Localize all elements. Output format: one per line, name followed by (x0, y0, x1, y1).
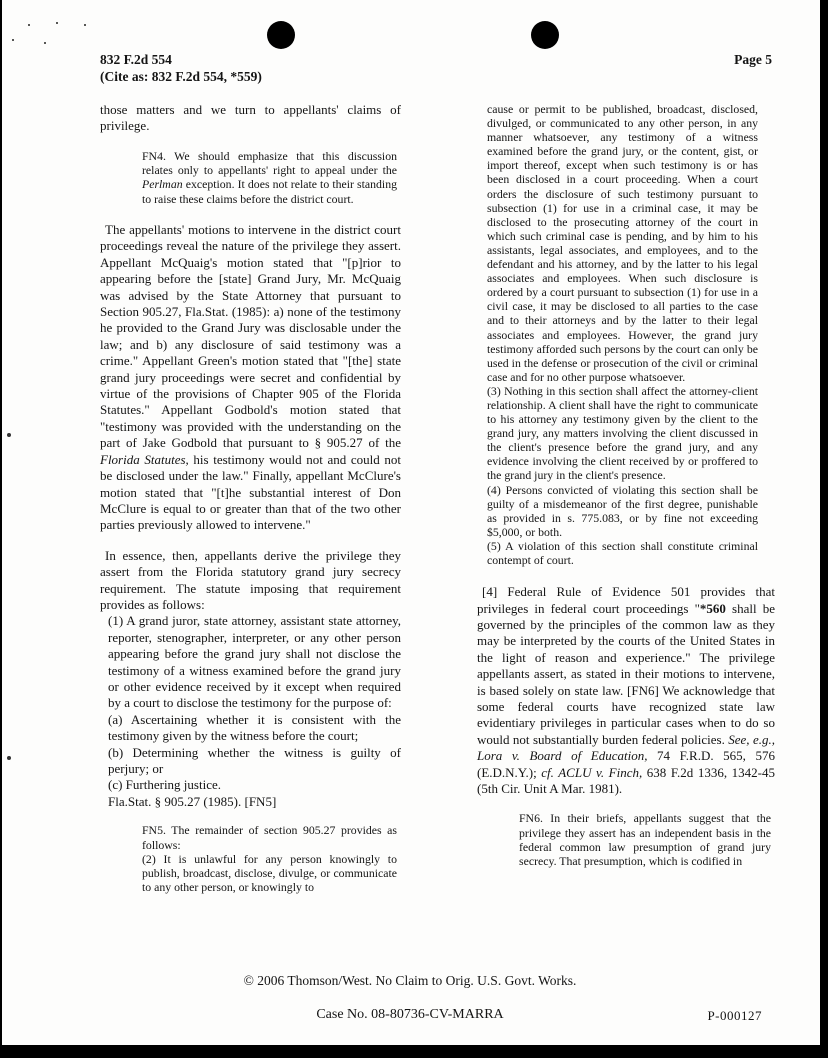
scan-speckles (28, 24, 30, 26)
footnote-paragraph (142, 823, 397, 852)
text-run: [4] Federal Rule of Evidence 501 provides that privileges in federal court proceedings " (477, 584, 775, 616)
text-run: (4) Persons convicted of violating this section shall be guilty of a misdemeanor of the first degree, punishable as provided in s. 775.083, or by fine not exceeding $5,000, or both. (487, 482, 758, 539)
text-run: (3) Nothing in this section shall affect the attorney-client relationship. A client shall have the right to communicate to his attorney any testimony given by the client to the grand jury, any matters involving the client discussed in the client's presence before the grand jury, and any evidence involving the client received by or proffered to the grand jury in the client's presence. (487, 383, 758, 483)
footnote-paragraph (487, 539, 758, 567)
right-text-column (477, 102, 775, 885)
text-run: (2) It is unlawful for any person knowingly to publish, broadcast, disclose, divulge, or communicate to any other person, or knowingly to (142, 851, 397, 895)
footnote-paragraph (142, 852, 397, 895)
text-paragraph (100, 548, 401, 614)
text-run: FN6. In their briefs, appellants suggest that the privilege they assert has an independent basis in the federal common law presumption of grand jury secrecy. That presumption, which is codified in (519, 811, 771, 869)
text-run: (5) A violation of this section shall constitute criminal contempt of court. (487, 538, 758, 567)
scan-edge-left (0, 0, 2, 1058)
text-run: 74 F.R.D. 565, 576 (E.D.N.Y.); (477, 748, 775, 780)
text-run: Fla.Stat. § 905.27 (1985). [FN5] (108, 793, 277, 809)
text-run: See, e.g., Lora v. Board of Education, (477, 731, 776, 764)
statute-paragraph (100, 777, 401, 793)
reporter-citation: 832 F.2d 554 (100, 52, 172, 67)
text-run: (a) Ascertaining whether it is consistent with the testimony given by the witness before the court; (108, 711, 401, 744)
text-run: 638 F.2d 1336, 1342-45 (5th Cir. Unit A Mar. 1981). (477, 764, 775, 796)
text-run: (b) Determining whether the witness is guilty of perjury; or (108, 744, 401, 776)
text-run: cause or permit to be published, broadcast, disclosed, divulged, or communicated to any other person, in any manner whatsoever, any testimony of a witness examined before the grand jury, or the content, gist, or import thereof, except when such testimony is or has been disclosed in a court proceeding. When a court orders the disclosure of such testimony pursuant to subsection (1) for use in a criminal case, it may be disclosed to the prosecuting attorney of the court in which such criminal case is pending, and by him to his assistants, legal associates, and employees, and to the defendant and his attorney, and by the latter to his legal associates and employees. When such disclosure is ordered by a court pursuant to subsection (1) for use in a civil case, it may be disclosed to all parties to the case and to their attorneys and by the latter to their legal associates and employees. However, the grand jury testimony afforded such persons by the court can only be used in the defense or prosecution of the civil or criminal case and for no other purpose whatsoever. (487, 102, 758, 384)
footnote-paragraph (487, 102, 758, 384)
text-paragraph (100, 102, 401, 135)
left-text-column (100, 102, 401, 903)
text-run: Florida Statutes, (100, 451, 189, 467)
bates-number: P-000127 (707, 1008, 762, 1023)
footer-case-line (0, 1007, 820, 1023)
hole-punch-icon (267, 21, 295, 49)
citation-block (100, 51, 262, 85)
scan-edge-right (820, 0, 828, 1058)
footnote-paragraph (487, 384, 758, 483)
text-run: FN4. We should emphasize that this discussion relates only to appellants' right to appeal under the (142, 148, 397, 178)
text-run: The appellants' motions to intervene in the district court proceedings reveal the nature of the privilege they assert. Appellant McQuaig's motion stated that "[p]rior to appearing before the [state] Grand Jury, Mr. McQuaig was advised by the State Attorney that pursuant to Section 905.27, Fla.Stat. (1985): a) none of the testimony he provided to the Grand Jury was disclosable under the law; and b) any disclosure of said testimony was a crime." Appellant Green's motion stated that "[the] state grand jury proceedings were secret and confidential by virtue of the provisions of Chapter 905 of the Florida Statutes." Appellant Godbold's motion stated that "testimony was provided with the understanding on the part of Jake Godbold that pursuant to § 905.27 of the (100, 222, 401, 451)
scan-edge-bottom (0, 1045, 828, 1058)
statute-paragraph (100, 745, 401, 778)
copyright-line: © 2006 Thomson/West. No Claim to Orig. U.S. Govt. Works. (243, 973, 577, 988)
text-paragraph (477, 584, 775, 797)
text-run: (1) A grand juror, state attorney, assistant state attorney, reporter, stenographer, interpreter, or any other person appearing before the grand jury shall not disclose the testimony of a witness examined before the grand jury or other evidence received by it except when required by a court to disclose the testimony for the purpose of: (108, 613, 401, 711)
hole-punch-icon (531, 21, 559, 49)
text-paragraph (100, 222, 401, 534)
text-run: Perlman (142, 177, 183, 192)
footnote-paragraph (487, 483, 758, 539)
text-run: those matters and we turn to appellants' claims of privilege. (100, 102, 401, 134)
page-header (100, 51, 772, 85)
text-run: his testimony would not and could not be disclosed under the law." Finally, appellant McClure's motion stated that "[t]he substantial interest of Don McClure is equal to or greater than that of the two other parties previously allowed to intervene." (100, 451, 402, 533)
text-run: FN5. The remainder of section 905.27 provides as follows: (142, 823, 397, 852)
statute-paragraph (100, 712, 401, 745)
statute-paragraph (100, 613, 401, 711)
text-run: *560 (699, 600, 726, 616)
text-run: shall be governed by the principles of the common law as they may be interpreted by the courts of the United States in the light of reason and experience." The privilege appellants assert, as stated in their motions to intervene, is based solely on state law. [FN6] We acknowledge that some federal courts have recognized state law evidentiary privileges in particular cases when to do so would not substantially burden federal policies. (477, 600, 775, 747)
text-run: (c) Furthering justice. (108, 777, 221, 793)
footnote-paragraph (519, 811, 771, 868)
cite-as-line: (Cite as: 832 F.2d 554, *559) (100, 69, 262, 84)
text-run: In essence, then, appellants derive the privilege they assert from the Florida statutory grand jury secrecy requirement. The statute imposing that requirement provides as follows: (100, 547, 401, 612)
text-run: cf. ACLU v. Finch, (541, 764, 643, 780)
footnote-paragraph (142, 149, 397, 206)
page-number: Page 5 (734, 52, 772, 67)
text-run: exception. It does not relate to their standing to raise these claims before the district court. (142, 177, 397, 206)
statute-paragraph (100, 794, 401, 810)
case-number: Case No. 08-80736-CV-MARRA (316, 1007, 504, 1022)
